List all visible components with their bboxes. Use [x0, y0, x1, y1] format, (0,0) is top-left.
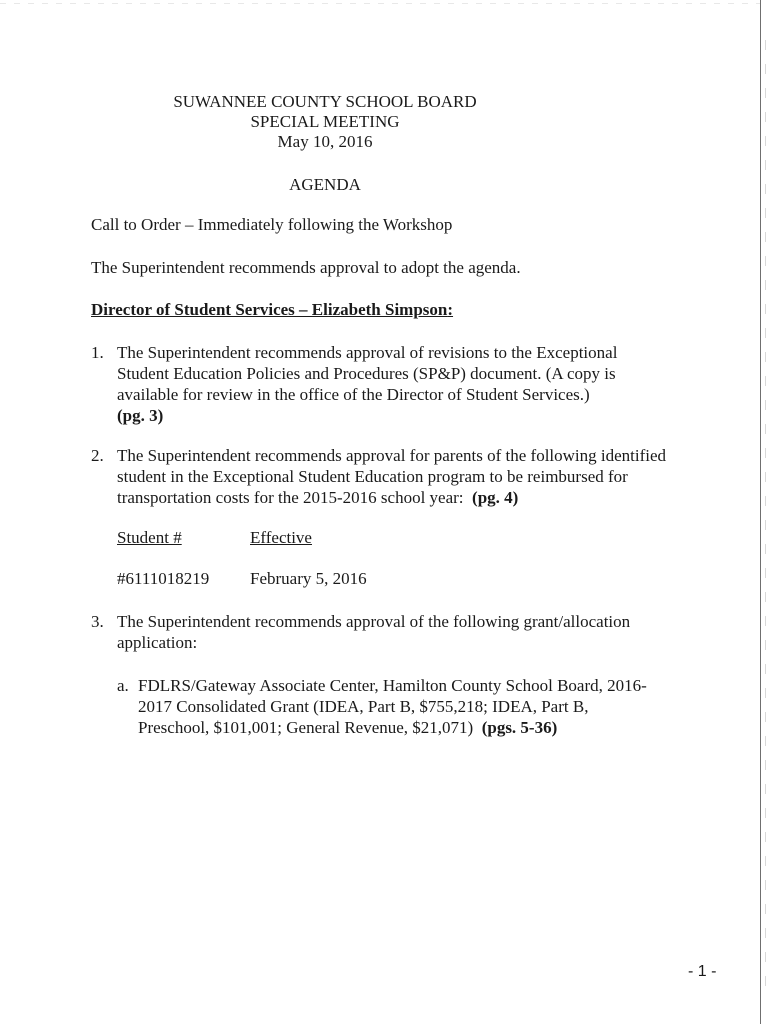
- item-text: The Superintendent recommends approval of revisions to the Exceptional Student Education Policies and Procedures (SP&P) document. (A copy is available for review in the office of the Director of Student Services.): [117, 343, 618, 404]
- effective-header: Effective: [250, 528, 312, 547]
- header-meeting-type: SPECIAL MEETING: [250, 112, 400, 131]
- document-header: [0, 92, 650, 152]
- agenda-title: AGENDA: [289, 175, 361, 194]
- effective-date-value: February 5, 2016: [250, 569, 367, 588]
- agenda-item-1: [91, 342, 671, 426]
- section-heading-text: Director of Student Services – Elizabeth Simpson: [91, 300, 448, 319]
- item-page-ref: (pg. 4): [472, 488, 519, 507]
- call-to-order: Call to Order – Immediately following the Workshop: [91, 215, 453, 234]
- scan-artifact-right-edge: [760, 0, 761, 1024]
- student-table-header-effective: [250, 528, 312, 548]
- sub-item-page-ref: (pgs. 5-36): [481, 718, 558, 737]
- student-number-value: #6111018219: [117, 569, 210, 588]
- header-meeting-date: May 10, 2016: [277, 132, 373, 151]
- scan-artifact-top: [0, 3, 760, 4]
- agenda-approval: The Superintendent recommends approval to adopt the agenda.: [91, 258, 521, 277]
- header-board-name: SUWANNEE COUNTY SCHOOL BOARD: [173, 92, 477, 111]
- item-number: 2.: [91, 446, 104, 465]
- student-table-header-student: [117, 528, 182, 548]
- page-number: - 1 -: [688, 963, 717, 980]
- agenda-item-2: [91, 445, 671, 508]
- scan-artifact-right-dashes: [765, 40, 766, 1000]
- item-number: 3.: [91, 612, 104, 631]
- section-heading-colon: :: [447, 300, 454, 319]
- item-text: The Superintendent recommends approval of the following grant/allocation application:: [117, 612, 631, 652]
- item-text: The Superintendent recommends approval for parents of the following identified student in the Exceptional Student Education program to be reimbursed for transportation costs for the 2015-2016 school year:: [117, 446, 667, 507]
- sub-item-letter: a.: [117, 676, 129, 695]
- section-heading: [91, 300, 453, 320]
- agenda-sub-item-a: [117, 675, 657, 738]
- item-number: 1.: [91, 343, 104, 362]
- sub-item-text: FDLRS/Gateway Associate Center, Hamilton County School Board, 2016-2017 Consolidated Grant (IDEA, Part B, $755,218; IDEA, Part B, Preschool, $101,001; General Revenue, $21,071): [138, 676, 647, 737]
- student-number-header: Student #: [117, 528, 182, 547]
- item-page-ref: (pg. 3): [117, 406, 164, 425]
- agenda-item-3: [91, 611, 671, 653]
